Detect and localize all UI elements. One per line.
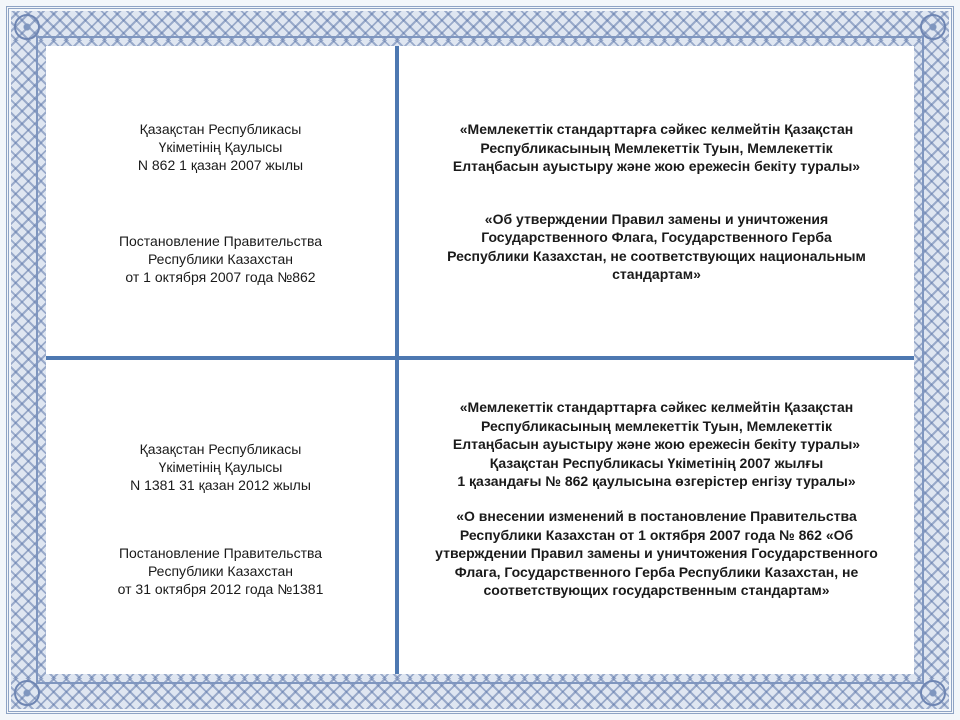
text-line: Республикасының Мемлекеттік Туын, Мемлекеттік (480, 139, 833, 156)
text-line: Республики Казахстан от 1 октября 2007 года № 862 «Об (459, 526, 854, 543)
text-line: утверждении Правил замены и уничтожения Государственного (435, 545, 878, 562)
text-line: Постановление Правительства (118, 545, 323, 561)
text-line: Қазақстан Республикасы (139, 121, 302, 137)
text-line: Елтаңбасын ауыстыру және жою ережесін бекіту туралы» (452, 436, 861, 453)
text-line: Республики Казахстан (147, 251, 294, 267)
document-table (46, 46, 914, 674)
text-line: Постановление Правительства (118, 233, 323, 249)
cell-bottom-left (46, 360, 395, 674)
cell-top-right (399, 46, 914, 356)
resolution-2007-ru (119, 232, 322, 286)
text-line: «Мемлекеттік стандарттарға сәйкес келмейтін Қазақстан (459, 399, 854, 416)
resolution-2007-kz (138, 120, 303, 174)
corner-ornament-bottom-right (920, 680, 946, 706)
text-line: Республики Казахстан (147, 563, 294, 579)
text-line: «Мемлекеттік стандарттарға сәйкес келмейтін Қазақстан (459, 120, 854, 137)
text-line: N 862 1 қазан 2007 жылы (137, 157, 304, 173)
text-line: Флага, Государственного Герба Республики Казахстан, не (454, 563, 859, 580)
text-line: Қазақстан Республикасы (139, 441, 302, 457)
text-line: 1 қазандағы № 862 қаулысына өзгерістер енгізу туралы» (457, 473, 856, 490)
cell-top-left (46, 46, 395, 356)
text-line: Елтаңбасын ауыстыру және жою ережесін бекіту туралы» (452, 158, 861, 175)
cell-bottom-right (399, 360, 914, 674)
text-line: Республикасының мемлекеттік Туын, Мемлекеттік (481, 417, 832, 434)
text-line: Үкіметінің Қаулысы (158, 459, 283, 475)
resolution-2012-kz (130, 440, 311, 494)
title-2012-kz (453, 398, 860, 491)
resolution-2012-ru (118, 544, 324, 598)
text-line: от 31 октября 2012 года №1381 (117, 581, 324, 597)
text-line: Республики Казахстан, не соответствующих национальным (447, 247, 866, 264)
title-2007-ru (447, 210, 866, 284)
text-line: соответствующих государственным стандартам» (483, 582, 830, 599)
title-2012-ru (435, 507, 878, 600)
text-line: Государственного Флага, Государственного Герба (481, 229, 832, 246)
text-line: от 1 октября 2007 года №862 (125, 269, 316, 285)
corner-ornament-top-left (14, 14, 40, 40)
corner-ornament-bottom-left (14, 680, 40, 706)
text-line: «Об утверждении Правил замены и уничтожения (484, 210, 829, 227)
corner-ornament-top-right (920, 14, 946, 40)
text-line: стандартам» (612, 266, 701, 283)
text-line: «О внесении изменений в постановление Правительства (456, 508, 857, 524)
text-line: N 1381 31 қазан 2012 жылы (130, 477, 311, 493)
text-line: Қазақстан Республикасы Үкіметінің 2007 жылғы (489, 454, 824, 471)
text-line: Үкіметінің Қаулысы (158, 139, 283, 155)
title-2007-kz (453, 120, 860, 176)
